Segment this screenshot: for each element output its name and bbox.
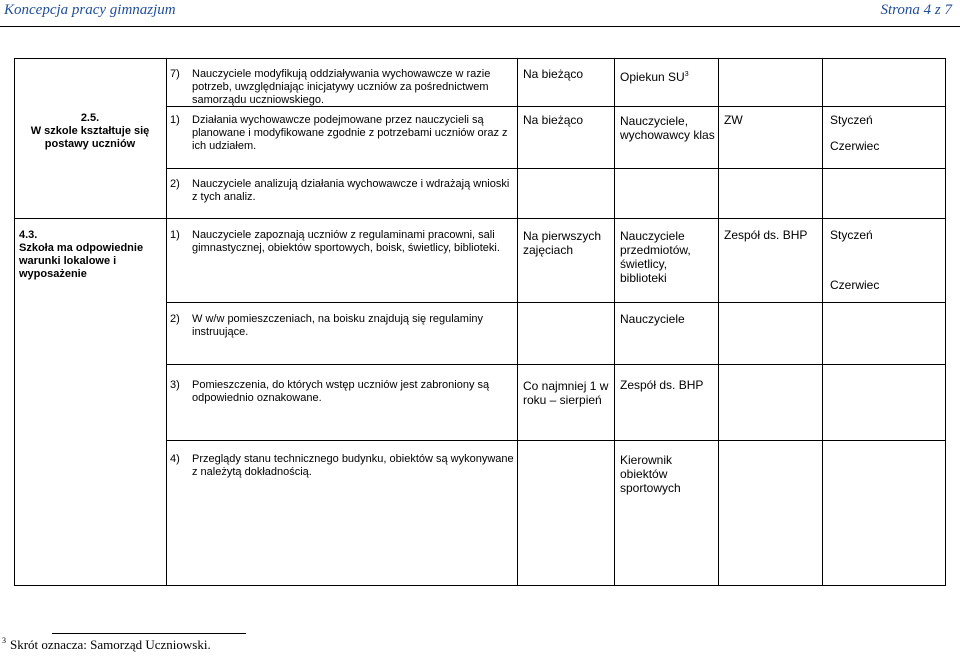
task-item (170, 453, 515, 479)
footnote-rule (52, 633, 246, 634)
task-responsible: Nauczyciele (620, 312, 685, 326)
page-header (0, 0, 960, 28)
footnote-marker: 3 (2, 636, 6, 645)
task-number: 1) (170, 114, 180, 126)
task-number: 2) (170, 178, 180, 190)
section-title: Szkoła ma odpowiednie warunki lokalowe i wyposażenie (19, 242, 144, 280)
task-date-start: Styczeń (830, 113, 873, 127)
task-control: ZW (724, 113, 743, 127)
task-item (170, 178, 510, 204)
task-when: Na pierwszych zajęciach (523, 229, 602, 257)
task-item (170, 229, 510, 255)
task-responsible: Nauczyciele przedmiotów, świetlicy, biblioteki (620, 229, 691, 285)
task-item (170, 379, 510, 405)
header-rule (0, 26, 960, 27)
task-item (170, 114, 510, 153)
task-responsible: Kierownik obiektów sportowych (620, 453, 681, 495)
task-text: Nauczyciele modyfikują oddziaływania wychowawcze w razie potrzeb, uwzględniając inicjatywy uczniów za pośrednictwem samorządu uczniowskiego. (192, 68, 491, 106)
task-text: Działania wychowawcze podejmowane przez nauczycieli są planowane i modyfikowane zgodnie z potrzebami uczniów oraz z ich udziałem. (192, 114, 508, 152)
task-when: Co najmniej 1 w roku – sierpień (523, 379, 609, 407)
task-when: Na bieżąco (523, 113, 584, 127)
task-number: 7) (170, 68, 180, 80)
task-text: Nauczyciele zapoznają uczniów z regulaminami pracowni, sali gimnastycznej, obiektów sportowych, boisk, świetlicy, biblioteki. (192, 229, 500, 254)
task-number: 4) (170, 453, 180, 465)
document-title: Koncepcja pracy gimnazjum (4, 2, 176, 18)
task-date-start: Styczeń (830, 228, 873, 242)
section-title: W szkole kształtuje się postawy uczniów (30, 125, 150, 150)
task-text: Pomieszczenia, do których wstęp uczniów jest zabroniony są odpowiednio oznakowane. (192, 379, 490, 404)
task-responsible: Nauczyciele, wychowawcy klas (620, 114, 715, 142)
task-item (170, 68, 510, 107)
footnote-text: Skrót oznacza: Samorząd Uczniowski. (10, 637, 211, 652)
task-date-end: Czerwiec (830, 278, 880, 292)
task-number: 1) (170, 229, 180, 241)
section-heading (19, 229, 164, 281)
section-heading (16, 112, 164, 151)
section-number: 4.3. (19, 229, 38, 241)
task-date-end: Czerwiec (830, 139, 880, 153)
task-text: Przeglądy stanu technicznego budynku, obiektów są wykonywane z należytą dokładnością. (192, 453, 514, 478)
section-number: 2.5. (80, 112, 100, 124)
task-control: Zespół ds. BHP (724, 228, 808, 242)
task-number: 2) (170, 313, 180, 325)
task-when: Na bieżąco (523, 67, 584, 81)
task-item (170, 313, 510, 339)
task-text: Nauczyciele analizują działania wychowawcze i wdrażają wnioski z tych analiz. (192, 178, 510, 203)
footnote (2, 636, 211, 653)
task-number: 3) (170, 379, 180, 391)
page-number: Strona 4 z 7 (880, 2, 952, 18)
task-responsible: Opiekun $SU^3$ (620, 70, 689, 84)
task-responsible: Zespół ds. BHP (620, 378, 704, 392)
footnote-ref: 3 (684, 71, 689, 78)
task-text: W w/w pomieszczeniach, na boisku znajdują się regulaminy instruujące. (192, 313, 484, 338)
